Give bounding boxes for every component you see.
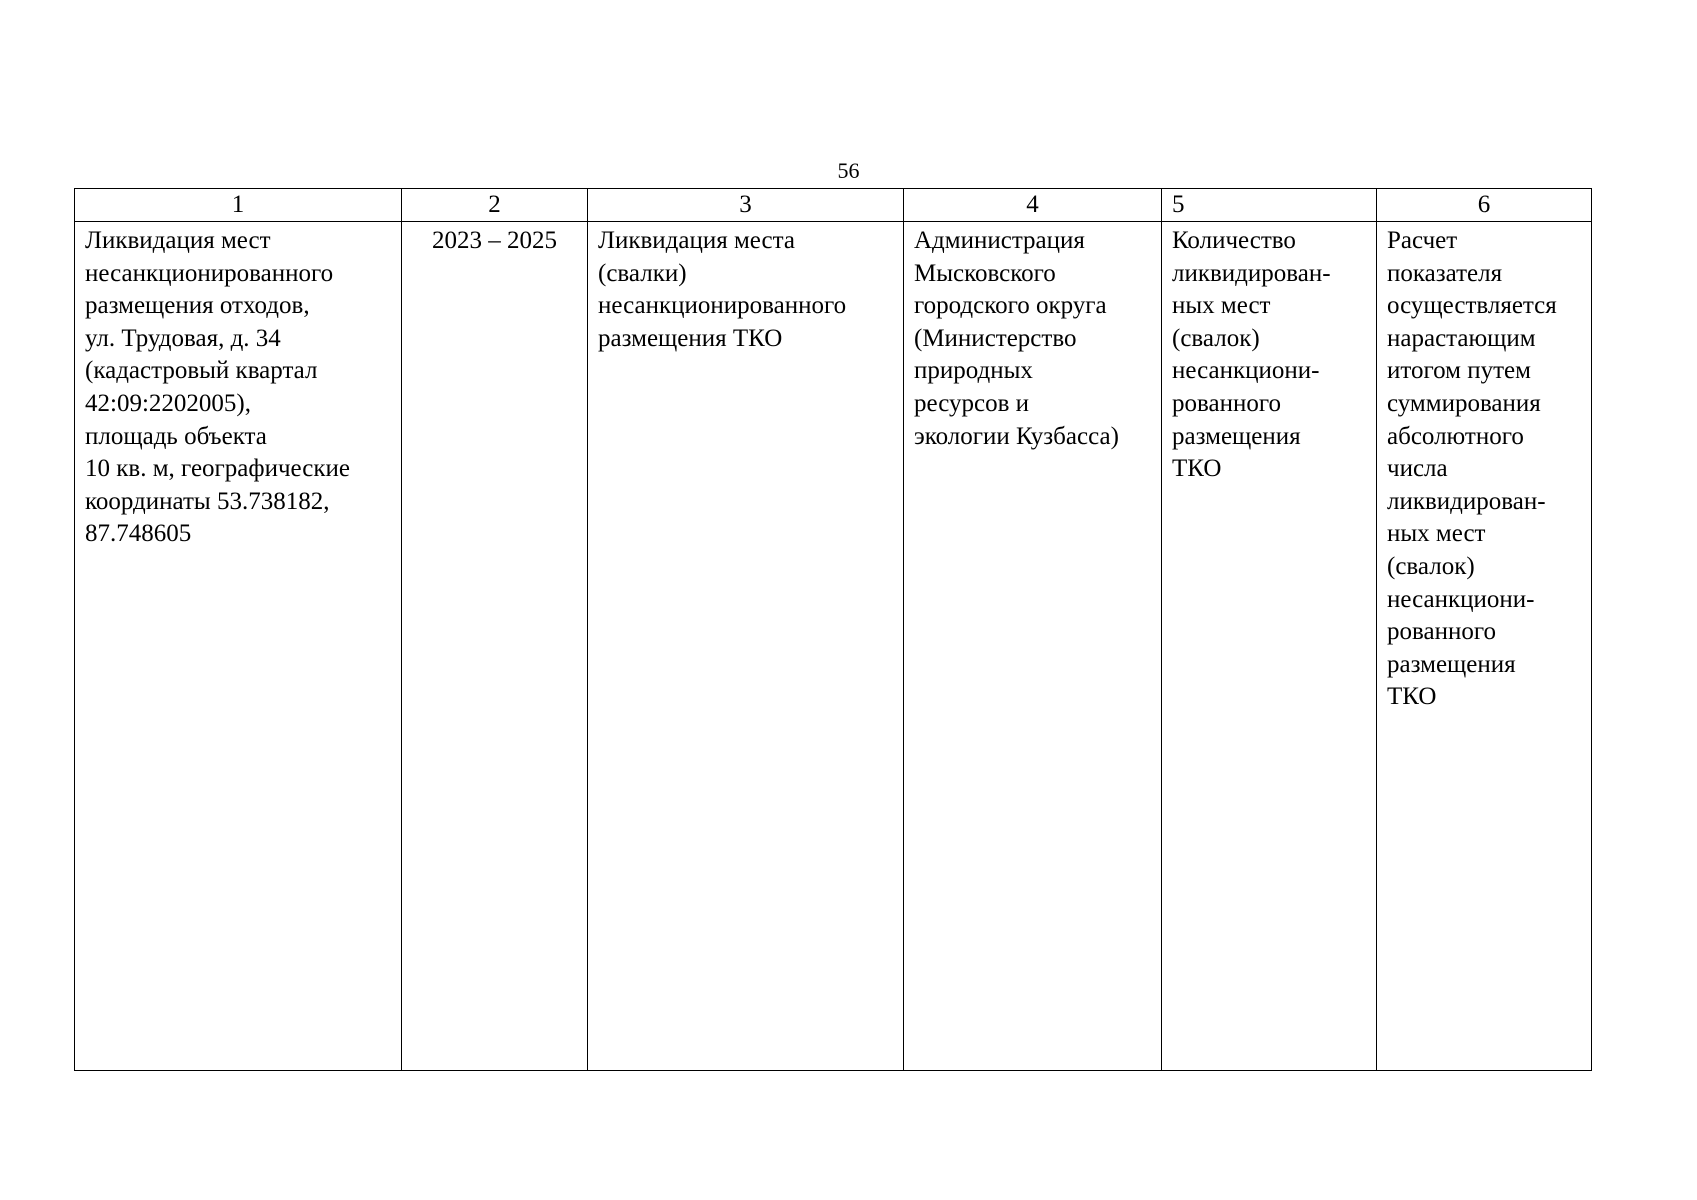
- text-line: городского округа: [914, 292, 1107, 320]
- cell-result: [588, 222, 904, 1071]
- text-line: Количество: [1172, 227, 1296, 254]
- cell-measure-description: [75, 222, 402, 1071]
- text-line: ресурсов и: [914, 389, 1030, 417]
- text-line: ул. Трудовая, д. 34: [85, 324, 281, 352]
- text-line: (свалок): [1172, 324, 1260, 352]
- text-line: Расчет: [1387, 227, 1458, 254]
- text-line: размещения отходов,: [85, 292, 310, 320]
- text-line: Мысковского: [914, 259, 1056, 287]
- text-line: 2023 – 2025: [432, 227, 557, 254]
- text-line: ликвидирован-: [1172, 259, 1331, 287]
- text-line: размещения: [1172, 422, 1301, 450]
- text-line: ТКО: [1172, 455, 1222, 483]
- table-header-row: [75, 189, 1592, 222]
- text-line: ТКО: [1387, 683, 1437, 711]
- cell-indicator: [1162, 222, 1377, 1071]
- cell-period: [402, 222, 588, 1071]
- text-line: (Министерство: [914, 324, 1077, 352]
- text-line: координаты 53.738182,: [85, 487, 330, 515]
- cell-calculation-method: [1377, 222, 1592, 1071]
- text-line: природных: [914, 357, 1033, 385]
- text-line: (свалок): [1387, 552, 1475, 580]
- text-line: ных мест: [1387, 520, 1486, 548]
- text-line: ных мест: [1172, 292, 1271, 320]
- text-line: (свалки): [598, 259, 687, 287]
- text-line: несанкционированного: [598, 292, 847, 320]
- text-line: числа: [1387, 455, 1448, 483]
- text-line: суммирования: [1387, 389, 1541, 417]
- cell-responsible: [904, 222, 1162, 1071]
- text-line: площадь объекта: [85, 422, 267, 450]
- text-line: размещения: [1387, 650, 1516, 678]
- text-line: Ликвидация места: [598, 227, 795, 254]
- text-line: несанкциони-: [1172, 357, 1320, 385]
- text-line: рованного: [1387, 618, 1496, 646]
- text-line: размещения ТКО: [598, 324, 783, 352]
- page-number: 56: [837, 158, 860, 183]
- header-cell-3: 3: [588, 189, 904, 222]
- text-line: 10 кв. м, географические: [85, 455, 350, 483]
- text-line: экологии Кузбасса): [914, 422, 1119, 450]
- header-cell-4: 4: [904, 189, 1162, 222]
- text-line: (кадастровый квартал: [85, 357, 318, 385]
- header-cell-5: 5: [1162, 189, 1377, 222]
- header-cell-2: 2: [402, 189, 588, 222]
- text-line: Администрация: [914, 227, 1085, 254]
- text-line: 87.748605: [85, 520, 192, 548]
- text-line: абсолютного: [1387, 422, 1524, 450]
- header-cell-6: 6: [1377, 189, 1592, 222]
- text-line: 42:09:2202005),: [85, 389, 251, 417]
- text-line: несанкционированного: [85, 259, 334, 287]
- text-line: осуществляется: [1387, 292, 1557, 320]
- document-table: [74, 188, 1592, 1071]
- text-line: рованного: [1172, 389, 1281, 417]
- header-cell-1: 1: [75, 189, 402, 222]
- text-line: показателя: [1387, 259, 1503, 287]
- text-line: Ликвидация мест: [85, 227, 271, 254]
- text-line: нарастающим: [1387, 324, 1536, 352]
- text-line: итогом путем: [1387, 357, 1531, 385]
- text-line: несанкциони-: [1387, 585, 1535, 613]
- text-line: ликвидирован-: [1387, 487, 1546, 515]
- table-row: [75, 222, 1592, 1071]
